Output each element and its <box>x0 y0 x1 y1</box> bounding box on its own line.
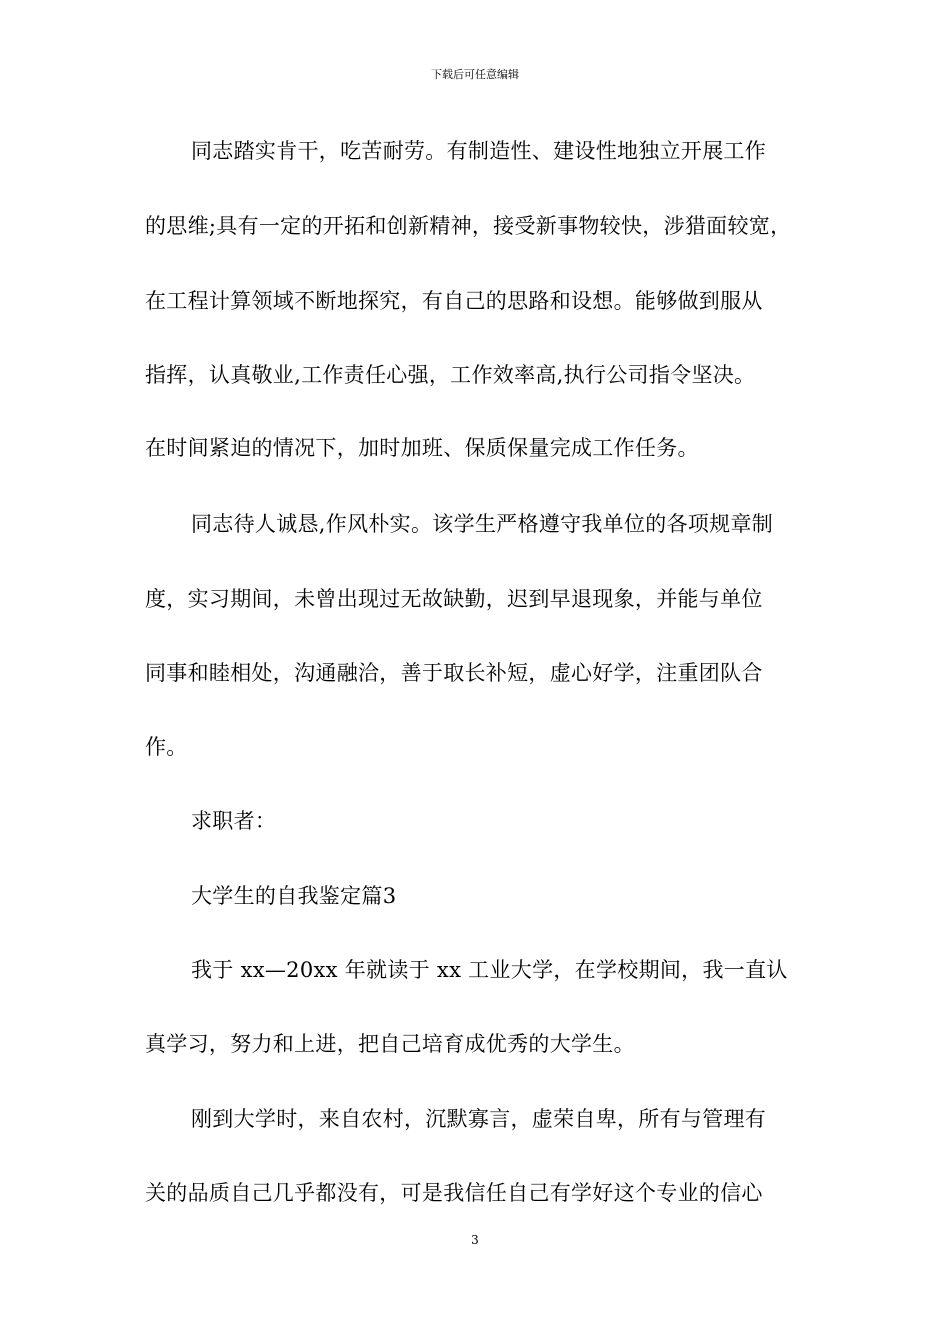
paragraph-line: 作。 <box>145 735 188 759</box>
paragraph-line: 度，实习期间，未曾出现过无故缺勤，迟到早退现象，并能与单位 <box>145 587 763 611</box>
paragraph-line: 关的品质自己几乎都没有，可是我信任自己有学好这个专业的信心 <box>145 1181 763 1205</box>
paragraph-line: 指挥，认真敬业,工作责任心强，工作效率高,执行公司指令坚决。 <box>145 363 756 387</box>
paragraph-line: 在时间紧迫的情况下，加时加班、保质保量完成工作任务。 <box>145 436 699 460</box>
paragraph-line: 求职者： <box>191 809 277 833</box>
paragraph-line: 同事和睦相处，沟通融洽，善于取长补短，虚心好学，注重团队合 <box>145 661 763 685</box>
section-heading: 大学生的自我鉴定篇3 <box>191 884 397 908</box>
page-number: 3 <box>471 1233 479 1247</box>
paragraph-line: 真学习，努力和上进，把自己培育成优秀的大学生。 <box>145 1032 635 1056</box>
paragraph-line: 在工程计算领域不断地探究，有自己的思路和设想。能够做到服从 <box>145 289 763 313</box>
paragraph-line: 的思维;具有一定的开拓和创新精神，接受新事物较快，涉猎面较宽， <box>145 214 792 238</box>
paragraph-line: 同志踏实肯干，吃苦耐劳。有制造性、建设性地独立开展工作 <box>191 139 767 163</box>
paragraph-line: 我于 xx—20xx 年就读于 xx 工业大学，在学校期间，我一直认 <box>191 958 788 982</box>
paragraph-line: 同志待人诚恳,作风朴实。该学生严格遵守我单位的各项规章制 <box>191 512 774 536</box>
page-header: 下载后可任意编辑 <box>431 68 519 81</box>
paragraph-line: 刚到大学时，来自农村，沉默寡言，虚荣自卑，所有与管理有 <box>191 1107 767 1131</box>
